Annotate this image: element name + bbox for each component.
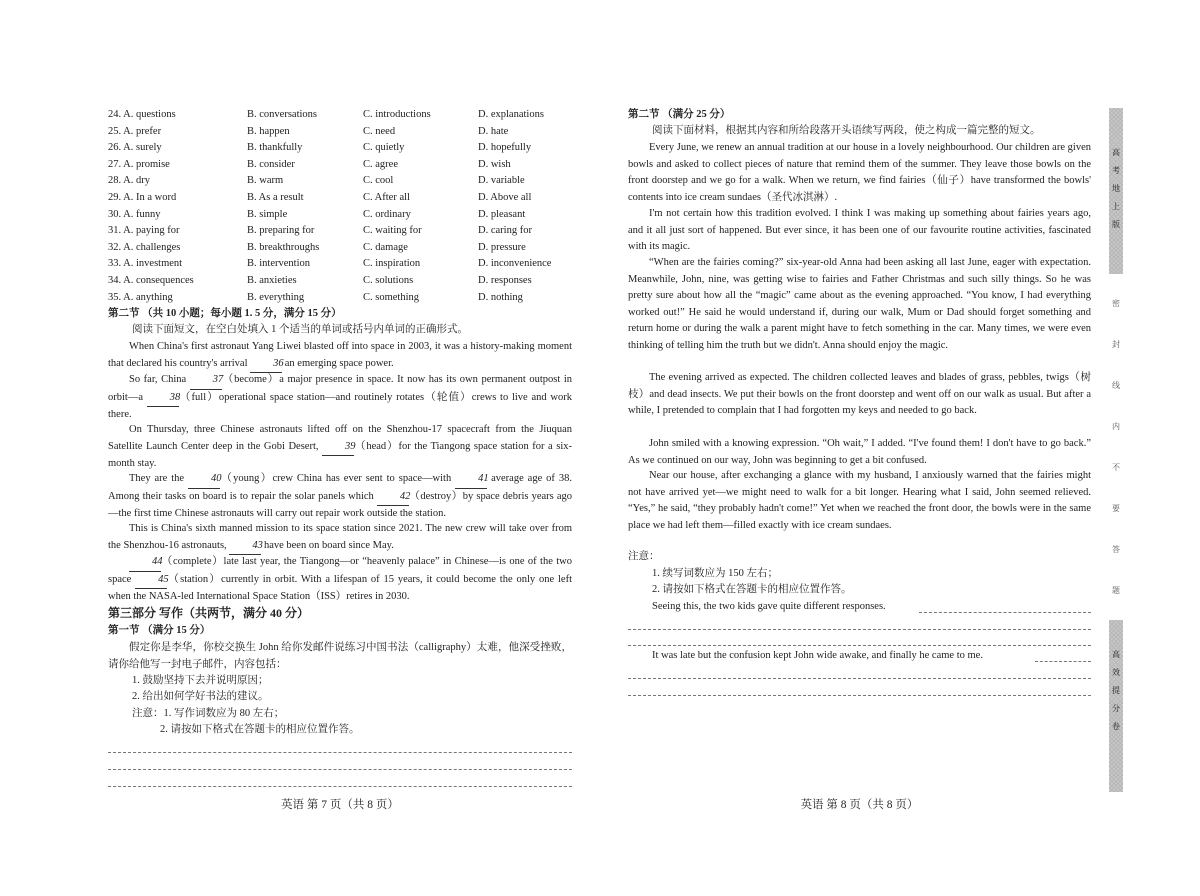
option-c[interactable]: C. ordinary — [363, 208, 411, 220]
option-c[interactable]: C. something — [363, 291, 420, 303]
option-d[interactable]: D. pleasant — [478, 208, 526, 220]
option-c[interactable]: C. waiting for — [363, 225, 422, 237]
blank-43[interactable]: 43 — [229, 538, 261, 556]
story-paragraph-4: The evening arrived as expected. The children collected leaves and blades of grass, pebbles, twigs（树枝）and dead insects. We put their bowls on the front doorstep and went off on our walk as usual. But after a while, I pretended to complain that I had forgotten my keys and needed to go back. — [628, 372, 1091, 416]
passage-paragraph-5: This is China's sixth manned mission to its space station since 2021. The new crew will take over from the Shenzhou-16 astronauts, 43 have been on board since May. — [108, 521, 572, 555]
note-label: 注意： — [628, 551, 660, 562]
passage-paragraph-1: When China's first astronaut Yang Liwei blasted off into space in 2003, it was a history-making moment that declared his country's arrival 36 an emerging space power. — [108, 339, 572, 373]
option-c[interactable]: C. inspiration — [363, 258, 421, 270]
passage-paragraph-2: So far, China 37（become）a major presence in space. It now has its own permanent outpost in orbit—a 38（full）operational space station—and routinely rotates（轮值）crews to live and work there. — [108, 374, 573, 420]
option-a[interactable]: 27. A. promise — [108, 158, 170, 170]
answer-line[interactable] — [628, 678, 1091, 679]
continuation-start-2: It was late but the confusion kept John wide awake, and finally he came to me. — [652, 650, 983, 661]
answer-line[interactable] — [628, 645, 1091, 646]
story-paragraph-1: Every June, we renew an annual tradition at our house in a lovely neighbourhood. Our children are given bowls and asked to collect pieces of nature that remind them of the summer. They leave those bowls on the front doorstep and we go for a walk. When we return, we find fairies（仙子）have transformed the bowls' contents into ice cream sundaes（圣代冰淇淋）. — [628, 142, 1091, 203]
option-d[interactable]: D. Above all — [478, 192, 532, 203]
option-d[interactable]: D. explanations — [478, 109, 544, 120]
option-d[interactable]: D. wish — [478, 158, 511, 170]
note-word-count: 1. 续写词数应为 150 左右； — [652, 568, 778, 579]
blank-37[interactable]: 37 — [190, 372, 222, 390]
sidebar-seal-text: 密 封 线 内 不 要 答 题 — [1112, 299, 1120, 595]
option-d[interactable]: D. responses — [478, 275, 532, 286]
blank-45[interactable]: 45 — [135, 572, 167, 590]
passage-paragraph-4: They are the 40（young）crew China has ever sent to space—with 41 average age of 38. Among their tasks on board is to repair the solar panels which 42（destroy）by space debris years ago—the first time Chinese astronauts will carry out repair work outside the station. — [108, 473, 572, 519]
option-a[interactable]: 33. A. investment — [108, 258, 183, 270]
blank-44[interactable]: 44 — [129, 554, 161, 572]
story-paragraph-5: John smiled with a knowing expression. “Oh wait,” I added. “I've found them! I don't have to go back.” As we continued on our way, John was beginning to get a bit confused. — [628, 438, 1091, 466]
writing-section1-prompt: 假定你是李华，你校交换生 John 给你发邮件说练习中国书法（calligraphy）太难，他深受挫败，请你给他写一封电子邮件，内容包括： — [108, 642, 572, 670]
option-b[interactable]: B. breakthroughs — [247, 241, 320, 253]
option-b[interactable]: B. thankfully — [247, 142, 303, 154]
option-b[interactable]: B. simple — [247, 208, 288, 220]
option-c[interactable]: C. damage — [363, 241, 408, 253]
answer-line[interactable] — [1035, 661, 1091, 662]
option-b[interactable]: B. As a result — [247, 192, 304, 203]
option-a[interactable]: 26. A. surely — [108, 142, 162, 154]
option-d[interactable]: D. hate — [478, 125, 509, 137]
option-b[interactable]: B. anxieties — [247, 275, 297, 286]
binding-sidebar — [1109, 108, 1123, 788]
passage-paragraph-3: On Thursday, three Chinese astronauts lifted off on the Shenzhou-17 spacecraft from the Jiuquan Satellite Launch Center deep in the Gobi Desert, 39（head）for the Tiangong space station for a six-month stay. — [108, 424, 572, 469]
passage-paragraph-6: 44（complete）late last year, the Tiangong—or “heavenly palace” in Chinese—is one of the two space 45（station）currently in orbit. With a lifespan of 15 years, it could become the only one left when the NASA-led International Space Station（ISS）retires in 2030. — [108, 556, 572, 602]
story-paragraph-2: I'm not certain how this tradition evolved. I think I was making up something about fairies years ago, and it all just sort of happened. But ever since, it has been one of our favourite routine activities, fascinated with its magic. — [628, 208, 1091, 252]
section2-header: 第二节 （共 10 小题；每小题 1. 5 分，满分 15 分） — [108, 308, 342, 319]
continuation-start-1: Seeing this, the two kids gave quite different responses. — [652, 601, 886, 612]
answer-line[interactable] — [108, 769, 572, 770]
page-footer: 英语 第 7 页（共 8 页） — [281, 799, 399, 811]
option-d[interactable]: D. pressure — [478, 241, 526, 253]
blank-38[interactable]: 38 — [147, 390, 179, 408]
option-a[interactable]: 24. A. questions — [108, 109, 176, 120]
option-b[interactable]: B. conversations — [247, 109, 317, 120]
sidebar-top-block — [1109, 108, 1123, 274]
option-c[interactable]: C. quietly — [363, 142, 405, 154]
option-b[interactable]: B. warm — [247, 175, 284, 187]
answer-line[interactable] — [108, 752, 572, 753]
requirement-2: 2. 给出如何学好书法的建议。 — [132, 691, 269, 702]
sidebar-bottom-label: 高 效 提 分 卷 — [1112, 650, 1120, 731]
option-a[interactable]: 34. A. consequences — [108, 275, 194, 286]
blank-42[interactable]: 42 — [377, 489, 409, 507]
option-b[interactable]: B. happen — [247, 125, 290, 137]
option-b[interactable]: B. consider — [247, 158, 295, 170]
section2-header: 第二节 （满分 25 分） — [628, 109, 731, 120]
option-d[interactable]: D. variable — [478, 175, 525, 187]
option-c[interactable]: C. cool — [363, 175, 394, 187]
option-b[interactable]: B. preparing for — [247, 225, 315, 237]
page-footer: 英语 第 8 页（共 8 页） — [800, 799, 919, 811]
writing-section1-header: 第一节 （满分 15 分） — [108, 625, 211, 636]
option-a[interactable]: 28. A. dry — [108, 175, 150, 187]
option-a[interactable]: 31. A. paying for — [108, 225, 180, 237]
option-a[interactable]: 25. A. prefer — [108, 125, 162, 137]
option-a[interactable]: 32. A. challenges — [108, 241, 181, 253]
blank-40[interactable]: 40 — [188, 471, 220, 489]
answer-line[interactable] — [628, 629, 1091, 630]
option-c[interactable]: C. After all — [363, 192, 410, 203]
answer-line[interactable] — [628, 695, 1091, 696]
option-d[interactable]: D. nothing — [478, 291, 523, 303]
story-paragraph-6: Near our house, after exchanging a glance with my husband, I anxiously warned that the fairies might not have arrived yet—we might need to walk for a bit longer. Hearing what I said, John seemed relieved. “Yes,” he said, “they probably hadn't come!” Yet when we reached the front door, the bowls were in the same place we had left them—filled exactly with ice cream sundaes. — [628, 470, 1091, 531]
note-format: 2. 请按如下格式在答题卡的相应位置作答。 — [160, 724, 360, 735]
section2-instruction: 阅读下面短文，在空白处填入 1 个适当的单词或括号内单词的正确形式。 — [132, 324, 468, 335]
option-d[interactable]: D. caring for — [478, 225, 532, 237]
blank-41[interactable]: 41 — [455, 471, 487, 489]
option-a[interactable]: 35. A. anything — [108, 291, 173, 303]
part3-header: 第三部分 写作（共两节，满分 40 分） — [108, 606, 310, 620]
option-a[interactable]: 30. A. funny — [108, 208, 161, 220]
blank-36[interactable]: 36 — [250, 356, 282, 374]
requirement-1: 1. 鼓励坚持下去并说明原因； — [132, 675, 269, 686]
note-format: 2. 请按如下格式在答题卡的相应位置作答。 — [652, 584, 852, 595]
story-paragraph-3: “When are the fairies coming?” six-year-old Anna had been asking all last June, eager with expectation. Meanwhile, John, nine, was getting wise to fairies and Father Christmas and such silly things. So he was pretty sure about how all the “magic” came about as the evening approached. “You know, I had everything worked out!” He said he would understand if, during our walk, Mum or Dad should forget something and return home or during the walk a parent might have to fetch something in the car. Many times, we were even thinking of telling him the truth but we didn't. Anna should enjoy the magic. — [628, 257, 1091, 351]
option-c[interactable]: C. agree — [363, 158, 398, 170]
option-d[interactable]: D. inconvenience — [478, 258, 552, 270]
option-b[interactable]: B. intervention — [247, 258, 310, 270]
sidebar-top-label: 高 考 地 上 版 — [1112, 148, 1120, 229]
option-d[interactable]: D. hopefully — [478, 142, 532, 154]
answer-line[interactable] — [919, 612, 1091, 613]
option-c[interactable]: C. introductions — [363, 109, 431, 120]
option-b[interactable]: B. everything — [247, 291, 305, 303]
section2-instruction: 阅读下面材料，根据其内容和所给段落开头语续写两段，使之构成一篇完整的短文。 — [652, 125, 1041, 136]
option-c[interactable]: C. solutions — [363, 275, 414, 286]
sidebar-bottom-block — [1109, 620, 1123, 792]
blank-39[interactable]: 39 — [322, 439, 354, 457]
option-c[interactable]: C. need — [363, 125, 396, 137]
note-word-count: 注意：1. 写作词数应为 80 左右； — [132, 708, 285, 719]
option-a[interactable]: 29. A. In a word — [108, 192, 177, 203]
answer-line[interactable] — [108, 786, 572, 787]
